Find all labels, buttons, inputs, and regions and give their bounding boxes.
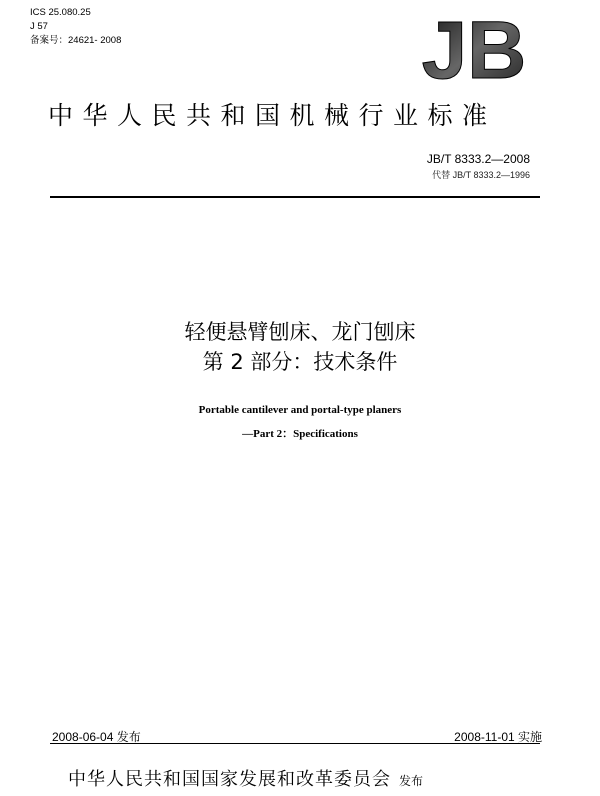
publish-date: 2008-06-04 发布: [52, 730, 141, 744]
jb-logo-text: JB: [421, 10, 527, 86]
replaces-standard: 代替 JB/T 8333.2—1996: [432, 170, 530, 180]
title-en-line1: Portable cantilever and portal-type planers: [198, 404, 402, 416]
issuer: [68, 765, 423, 791]
ics-code: ICS 25.080.25: [30, 7, 91, 18]
standard-code: JB/T 8333.2—2008: [426, 152, 530, 166]
header-title: 中华人民共和国机械行业标准: [48, 101, 497, 130]
class-code: J 57: [30, 21, 48, 32]
top-divider: [50, 196, 540, 198]
implement-date: 2008-11-01 实施: [454, 730, 542, 744]
record-number: 备案号：24621- 2008: [30, 35, 122, 46]
title-en-line2: —Part 2：Specifications: [242, 428, 358, 440]
classification-block: [30, 6, 121, 48]
bottom-divider: [50, 743, 540, 744]
jb-logo: [400, 10, 548, 86]
issuer-suffix: 发布: [399, 774, 424, 788]
title-cn-line1: 轻便悬臂刨床、龙门刨床: [184, 320, 416, 344]
title-cn-line2: 第 2 部分：技术条件: [202, 350, 398, 374]
issuer-name: 中华人民共和国国家发展和改革委员会: [68, 769, 391, 790]
